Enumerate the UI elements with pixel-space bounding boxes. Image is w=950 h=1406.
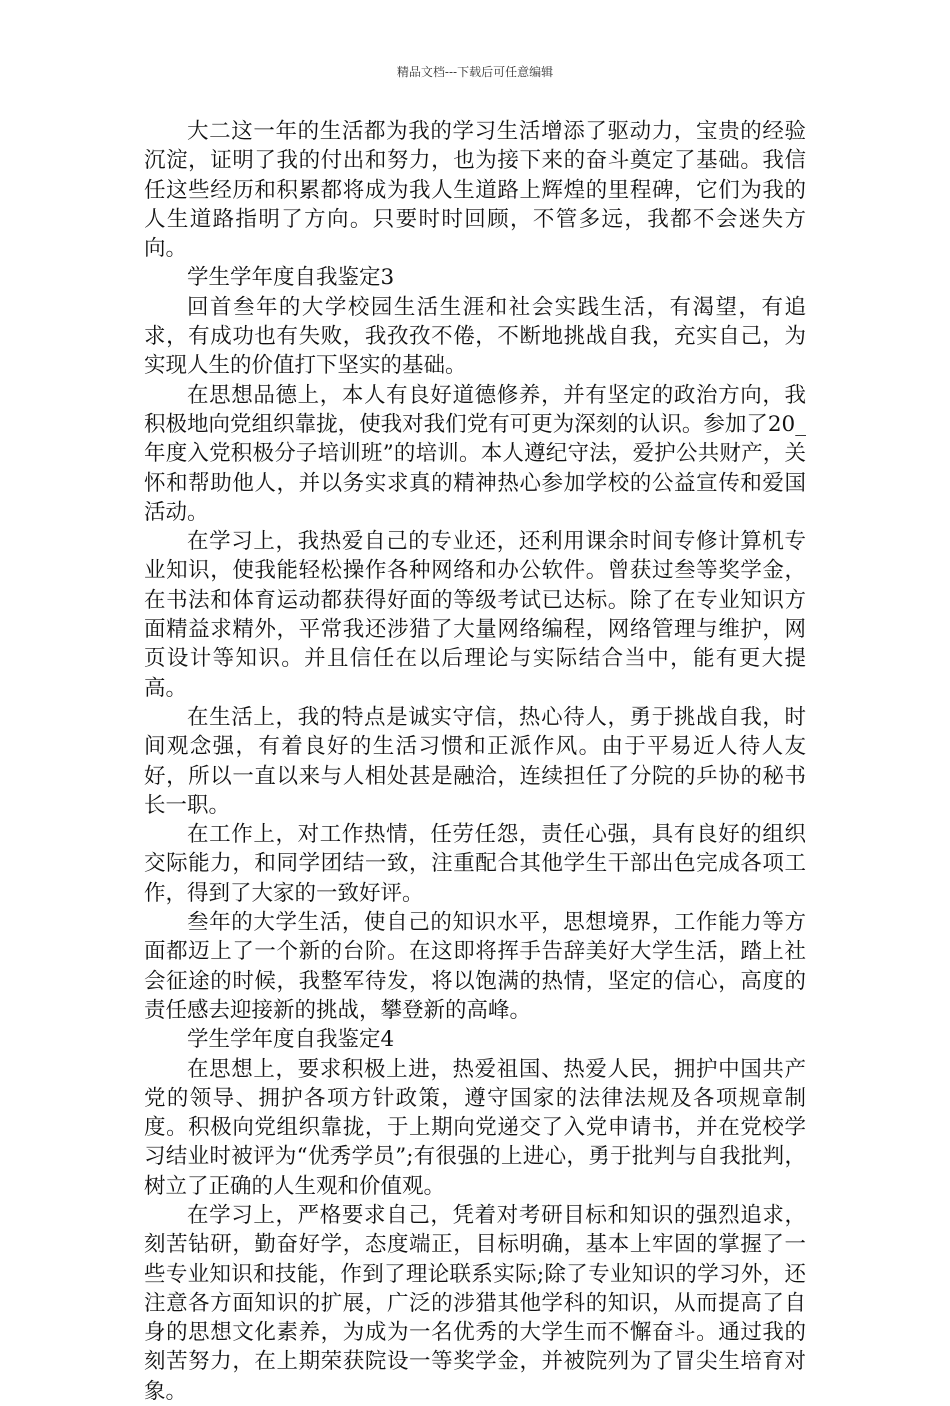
- paragraph: 在学习上，我热爱自己的专业还，还利用课余时间专修计算机专业知识，使我能轻松操作各种网络和办公软件。曾获过叁等奖学金，在书法和体育运动都获得好面的等级考试已达标。除了在专业知识方面精益求精外，平常我还涉猎了大量网络编程，网络管理与维护，网页设计等知识。并且信任在以后理论与实际结合当中，能有更大提高。: [144, 529, 806, 701]
- paragraph: 在生活上，我的特点是诚实守信，热心待人，勇于挑战自我，时间观念强，有着良好的生活习惯和正派作风。由于平易近人待人友好，所以一直以来与人相处甚是融洽，连续担任了分院的乒协的秘书长一职。: [144, 704, 806, 818]
- document-body: [144, 117, 806, 1406]
- paragraph: 回首叁年的大学校园生活生涯和社会实践生活，有渴望，有追求，有成功也有失败，我孜孜不倦，不断地挑战自我，充实自己，为实现人生的价值打下坚实的基础。: [144, 294, 806, 379]
- section-heading: 学生学年度自我鉴定3: [187, 265, 395, 291]
- paragraph: 在思想上，要求积极上进，热爱祖国、热爱人民，拥护中国共产党的领导、拥护各项方针政策，遵守国家的法律法规及各项规章制度。积极向党组织靠拢，于上期向党递交了入党申请书，并在党校学习结业时被评为“优秀学员”;有很强的上进心，勇于批判与自我批判，树立了正确的人生观和价值观。: [144, 1056, 806, 1199]
- paragraph: 在工作上，对工作热情，任劳任怨，责任心强，具有良好的组织交际能力，和同学团结一致，注重配合其他学生干部出色完成各项工作，得到了大家的一致好评。: [144, 822, 806, 906]
- paragraph: 大二这一年的生活都为我的学习生活增添了驱动力，宝贵的经验沉淀，证明了我的付出和努力，也为接下来的奋斗奠定了基础。我信任这些经历和积累都将成为我人生道路上辉煌的里程碑，它们为我的人生道路指明了方向。只要时时回顾，不管多远，我都不会迷失方向。: [144, 119, 806, 262]
- section-heading: 学生学年度自我鉴定4: [187, 1027, 395, 1053]
- paragraph: 叁年的大学生活，使自己的知识水平，思想境界，工作能力等方面都迈上了一个新的台阶。在这即将挥手告辞美好大学生活，踏上社会征途的时候，我整军待发，将以饱满的热情，坚定的信心，高度的责任感去迎接新的挑战，攀登新的高峰。: [144, 910, 806, 1023]
- paragraph: 在思想品德上，本人有良好道德修养，并有坚定的政治方向，我积极地向党组织靠拢，使我对我们党有可更为深刻的认识。参加了20_年度入党积极分子培训班”的培训。本人遵纪守法，爱护公共财产，关怀和帮助他人，并以务实求真的精神热心参加学校的公益宣传和爱国活动。: [144, 382, 806, 525]
- paragraph: 在学习上，严格要求自己，凭着对考研目标和知识的强烈追求，刻苦钻研，勤奋好学，态度端正，目标明确，基本上牢固的掌握了一些专业知识和技能，作到了理论联系实际;除了专业知识的学习外，还注意各方面知识的扩展，广泛的涉猎其他学科的知识，从而提高了自身的思想文化素养，为成为一名优秀的大学生而不懈奋斗。通过我的刻苦努力，在上期荣获院设一等奖学金，并被院列为了冒尖生培育对象。: [144, 1202, 806, 1404]
- page-header: 精品文档---下载后可任意编辑: [396, 65, 554, 79]
